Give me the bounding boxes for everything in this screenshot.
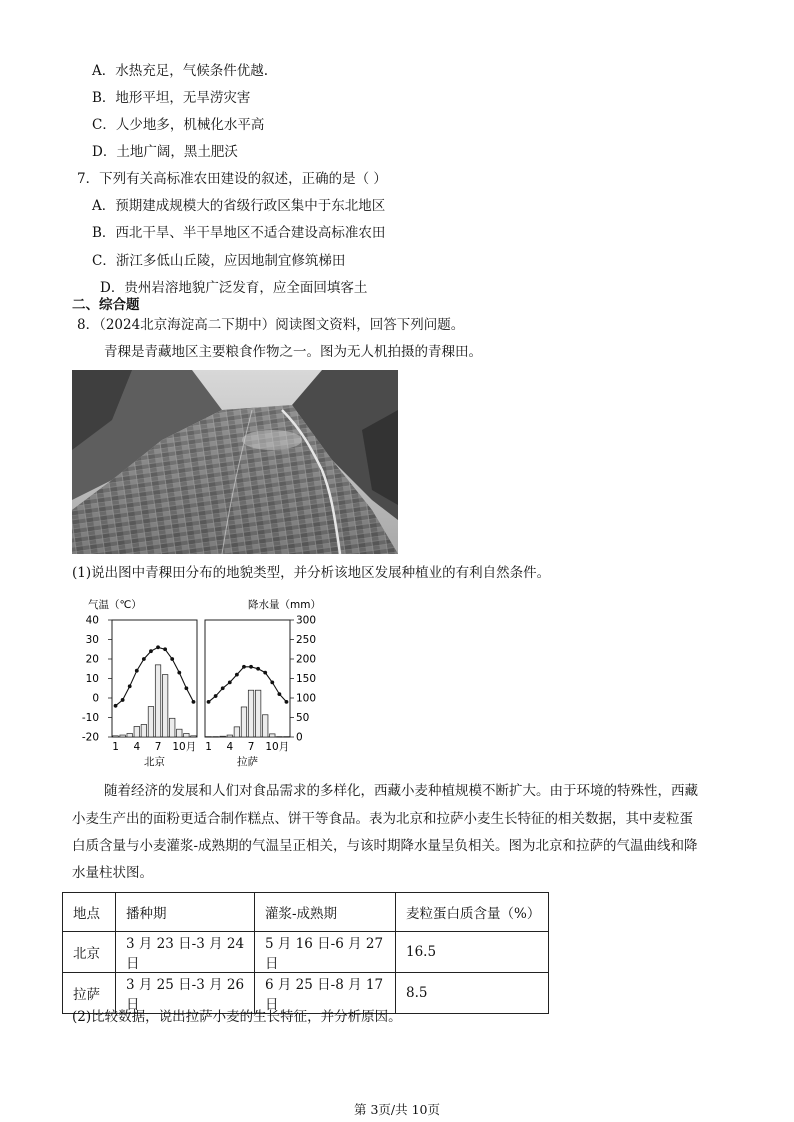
precip-tick-label: 0 [296, 731, 303, 744]
q8-paragraph-line-4: 水量柱状图。 [72, 865, 153, 881]
precip-bar [255, 690, 260, 737]
month-tick-label: 7 [247, 741, 255, 753]
month-tick-label: 10月 [172, 741, 197, 753]
table-cell: 8.5 [396, 973, 549, 1014]
q7-option-c: C．浙江多低山丘陵，应因地制宜修筑梯田 [92, 253, 346, 269]
table-header-row [63, 893, 549, 932]
temp-tick-label: 40 [85, 614, 99, 627]
temperature-point [221, 686, 225, 690]
precip-tick-label: 100 [296, 692, 317, 705]
q7-stem: 7．下列有关高标准农田建设的叙述，正确的是（ ） [77, 171, 387, 187]
q8-intro: 青稞是青藏地区主要粮食作物之一。图为无人机拍摄的青稞田。 [104, 344, 482, 360]
temperature-point [163, 647, 167, 651]
temperature-point [135, 669, 139, 673]
precip-bar [155, 665, 160, 737]
temp-tick-label: -20 [81, 731, 99, 744]
temperature-point [249, 665, 253, 669]
precip-tick-label: 150 [296, 673, 317, 685]
temperature-point [214, 694, 218, 698]
q8-stem: 8．（2024北京海淀高二下期中）阅读图文资料，回答下列问题。 [77, 317, 465, 333]
q6-option-c: C．人少地多，机械化水平高 [92, 117, 265, 133]
q7-option-d: D．贵州岩溶地貌广泛发育，应全面回填客土 [100, 280, 368, 296]
precip-bar [120, 735, 125, 737]
section-heading: 二、综合题 [72, 297, 140, 313]
page-footer: 第 3页/共 10页 [353, 1102, 441, 1117]
q6-option-b: B．地形平坦，无旱涝灾害 [92, 90, 251, 106]
month-tick-label: 1 [205, 741, 212, 753]
temperature-point [121, 698, 125, 702]
precip-bar [284, 737, 289, 738]
temp-tick-label: 0 [92, 692, 99, 705]
precip-bar [162, 675, 167, 737]
q8-sub1: (1)说出图中青稞田分布的地貌类型，并分析该地区发展种植业的有利自然条件。 [72, 565, 551, 581]
precip-bar [277, 737, 282, 738]
temp-tick-label: 30 [85, 634, 99, 646]
temperature-point [156, 645, 160, 649]
precip-bar [191, 736, 196, 737]
temp-tick-label: 10 [85, 673, 99, 685]
month-tick-label: 4 [133, 741, 141, 753]
precip-tick-label: 300 [296, 614, 317, 627]
climate-charts [72, 596, 332, 772]
temperature-point [192, 700, 196, 704]
precip-bar [213, 737, 218, 738]
temperature-point [128, 684, 132, 688]
temperature-point [235, 673, 239, 677]
precip-tick-label: 200 [296, 653, 317, 666]
temperature-line [116, 647, 194, 706]
precip-bar [113, 736, 118, 737]
q8-paragraph-line-1: 随着经济的发展和人们对食品需求的多样化，西藏小麦种植规模不断扩大。由于环境的特殊性，西藏 [104, 783, 698, 799]
precip-bar [169, 718, 174, 737]
chart-panel-frame [205, 620, 290, 737]
temperature-point [263, 671, 267, 675]
city-label: 北京 [144, 756, 165, 768]
precip-bar [270, 734, 275, 737]
table-header-cell: 地点 [63, 893, 116, 932]
temp-tick-label: 20 [85, 653, 99, 666]
temperature-point [170, 657, 174, 661]
month-tick-label: 1 [112, 741, 119, 753]
table-row [63, 932, 549, 973]
q8-sub2: (2)比较数据，说出拉萨小麦的生长特征，并分析原因。 [72, 1009, 402, 1025]
temperature-point [277, 692, 281, 696]
precip-bar [184, 733, 189, 737]
temperature-point [270, 681, 274, 685]
table-header-cell: 麦粒蛋白质含量（%） [396, 893, 549, 932]
q8-paragraph-line-2: 小麦生产出的面粉更适合制作糕点、饼干等食品。表为北京和拉萨小麦生长特征的相关数据，其中麦粒蛋 [72, 811, 693, 827]
table-cell: 6 月 25 日-8 月 17 日 [255, 973, 396, 1014]
temperature-point [184, 686, 188, 690]
temp-axis-label: 气温（℃） [88, 599, 142, 611]
aerial-photo-barley-fields [72, 370, 398, 554]
temperature-point [285, 700, 289, 704]
temperature-point [242, 665, 246, 669]
precip-tick-label: 50 [296, 712, 310, 724]
q6-option-d: D．土地广阔，黑土肥沃 [92, 144, 238, 160]
month-tick-label: 10月 [265, 741, 290, 753]
temperature-point [149, 649, 153, 653]
precip-axis-label: 降水量（mm） [248, 599, 321, 611]
temperature-point [256, 667, 260, 671]
precip-bar [241, 707, 246, 737]
table-cell: 5 月 16 日-6 月 27 日 [255, 932, 396, 973]
temperature-point [177, 671, 181, 675]
temperature-line [209, 667, 287, 702]
table-header-cell: 播种期 [116, 893, 255, 932]
temperature-point [228, 681, 232, 685]
city-label: 拉萨 [237, 756, 258, 768]
precip-tick-label: 250 [296, 634, 317, 646]
precip-bar [248, 690, 253, 737]
precip-bar [227, 735, 232, 737]
table-cell: 拉萨 [63, 973, 116, 1014]
precip-bar [234, 727, 239, 737]
temperature-point [142, 657, 146, 661]
precip-bar [262, 715, 267, 737]
q6-option-a: A．水热充足，气候条件优越. [92, 63, 269, 79]
precip-bar [148, 707, 153, 737]
wheat-data-table [62, 892, 549, 1014]
chart-panel-frame [112, 620, 197, 737]
precip-bar [127, 733, 132, 737]
table-cell: 3 月 23 日-3 月 24 日 [116, 932, 255, 973]
month-tick-label: 7 [154, 741, 162, 753]
month-tick-label: 4 [226, 741, 234, 753]
table-cell: 北京 [63, 932, 116, 973]
table-header-cell: 灌浆-成熟期 [255, 893, 396, 932]
table-cell: 16.5 [396, 932, 549, 973]
q8-paragraph-line-3: 白质含量与小麦灌浆-成熟期的气温呈正相关，与该时期降水量呈负相关。图为北京和拉萨的气温曲线和降 [72, 838, 698, 854]
temperature-point [114, 704, 118, 708]
precip-bar [177, 729, 182, 737]
precip-bar [220, 736, 225, 737]
precip-bar [206, 737, 211, 738]
precip-bar [141, 725, 146, 737]
temp-tick-label: -10 [81, 712, 99, 724]
table-cell: 3 月 25 日-3 月 26 日 [116, 973, 255, 1014]
q7-option-a: A．预期建成规模大的省级行政区集中于东北地区 [92, 198, 386, 214]
temperature-point [207, 700, 211, 704]
precip-bar [134, 726, 139, 737]
q7-option-b: B．西北干旱、半干旱地区不适合建设高标准农田 [92, 225, 386, 241]
